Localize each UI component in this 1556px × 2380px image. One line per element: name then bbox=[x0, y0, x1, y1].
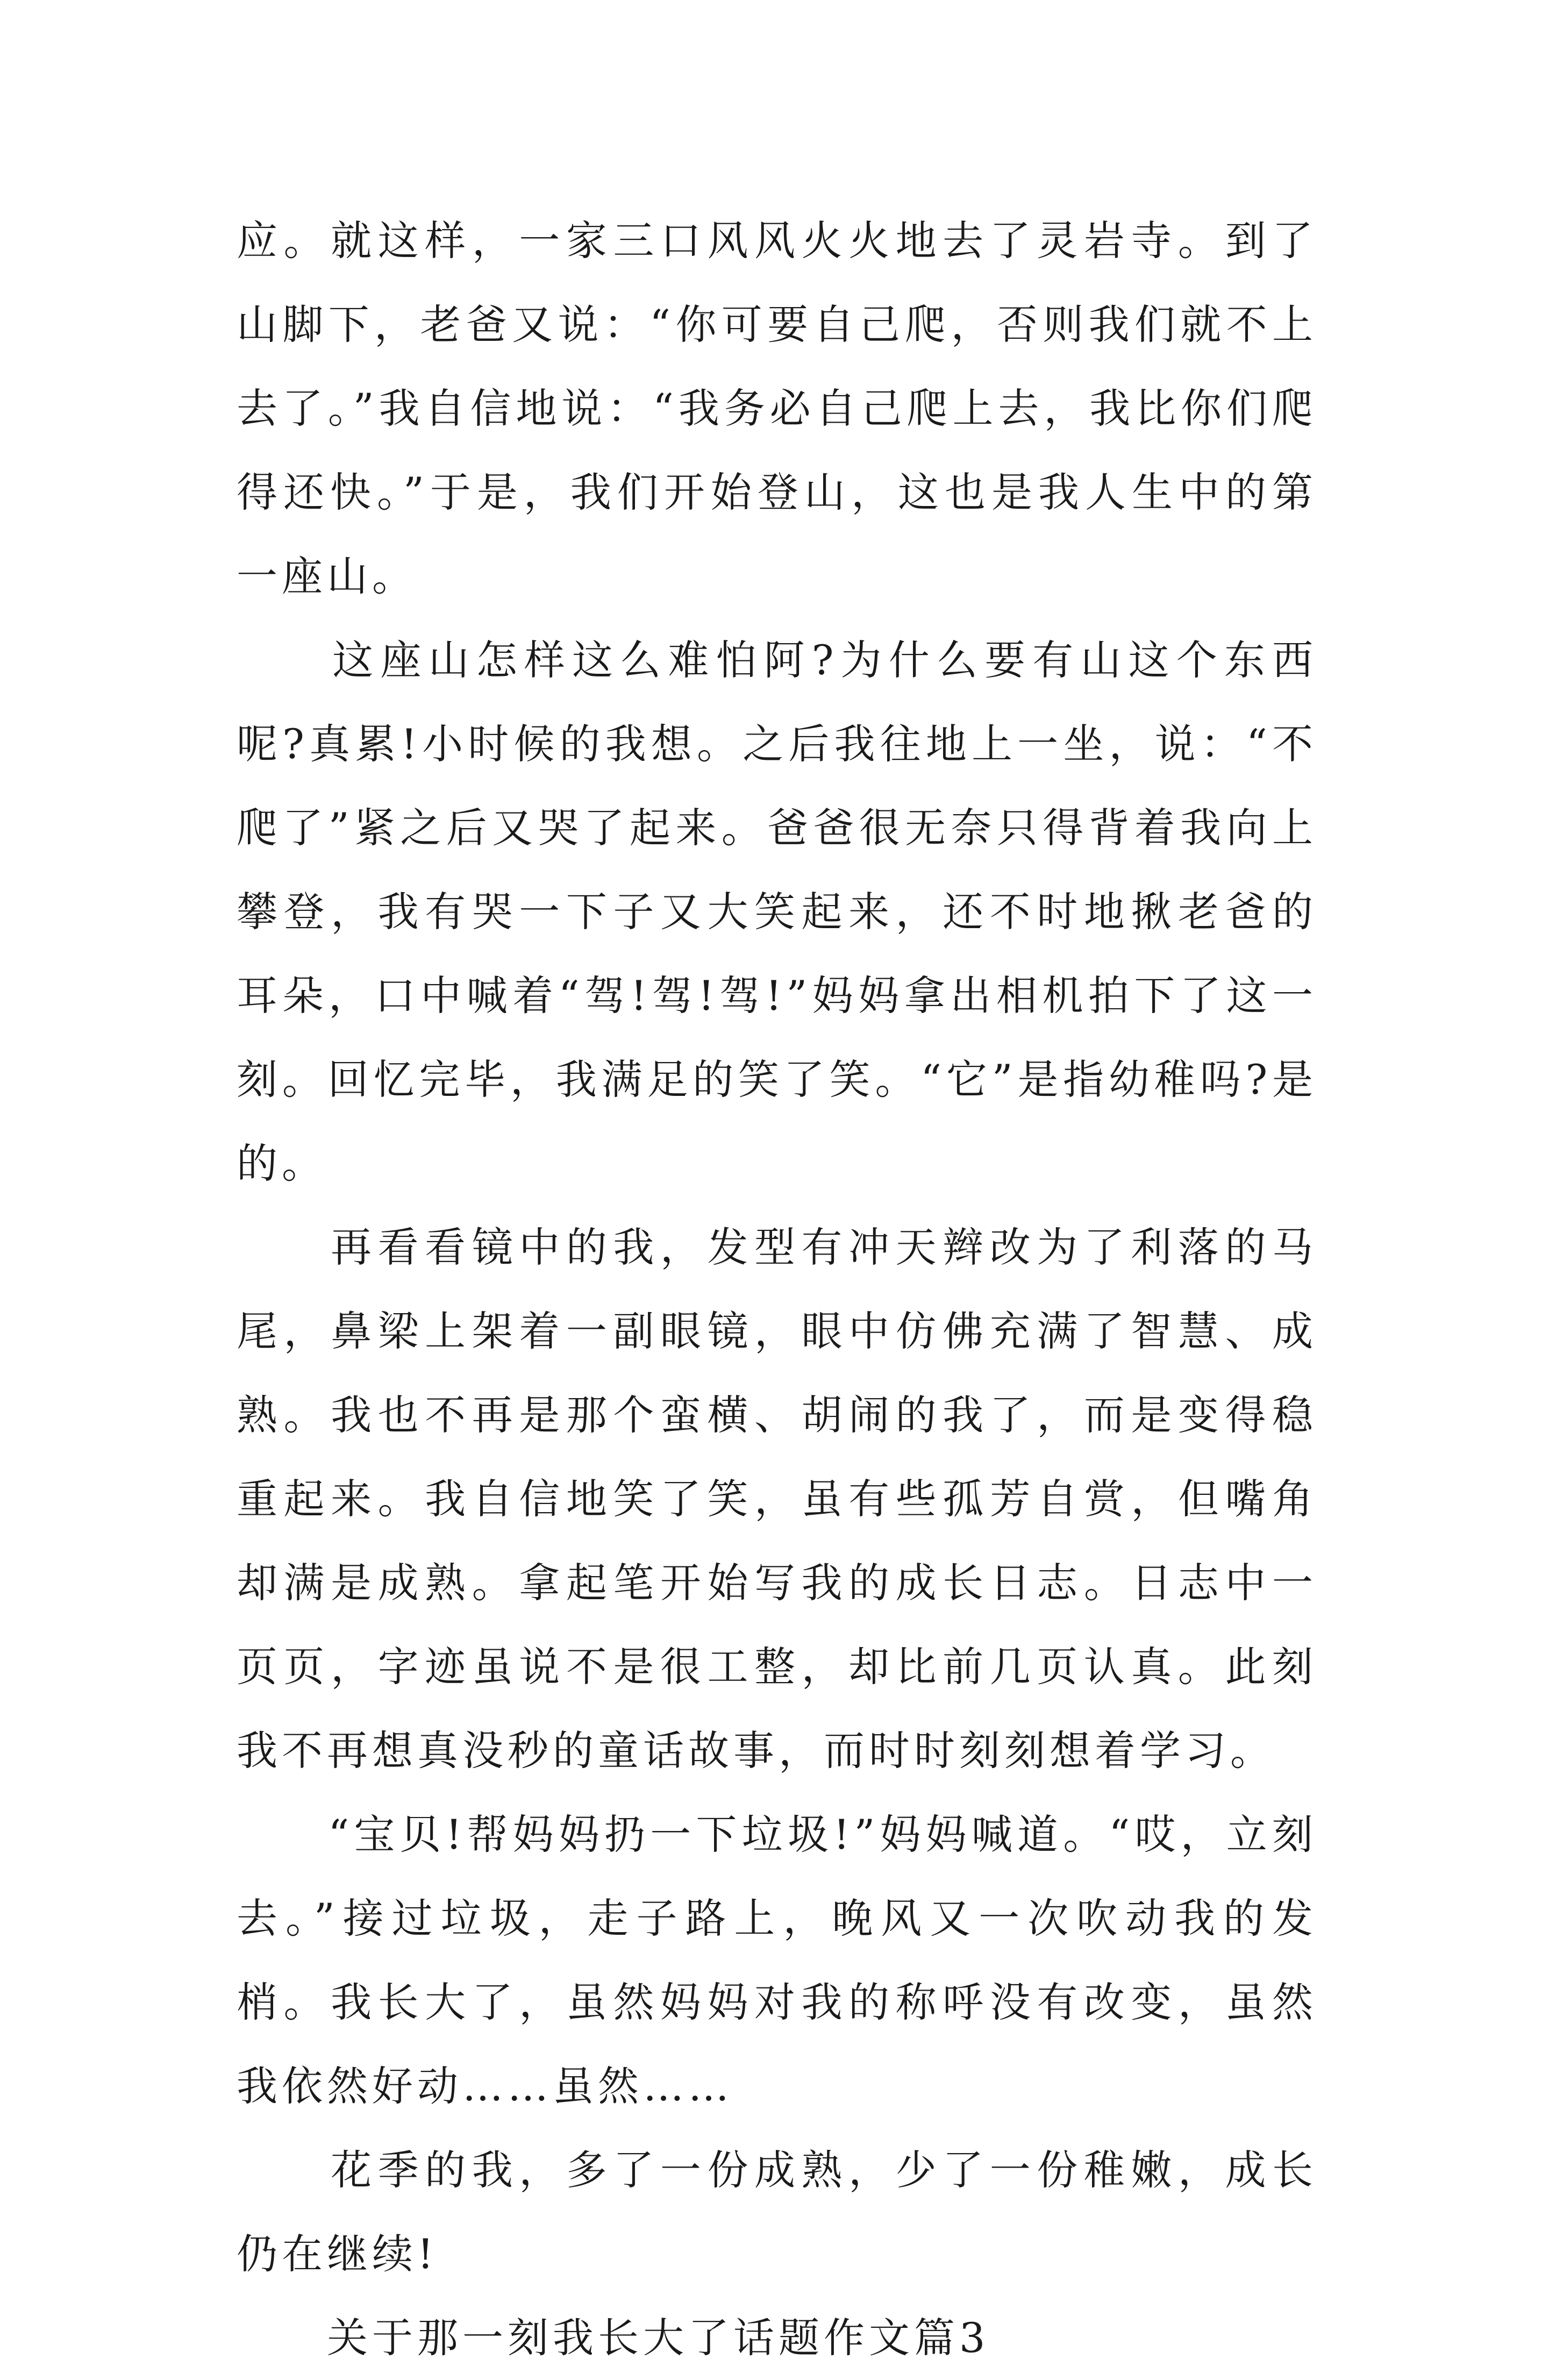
document-body bbox=[237, 199, 1317, 2380]
paragraph-mountain-memory: 这座山怎样这么难怕阿?为什么要有山这个东西呢?真累!小时候的我想。之后我往地上一坐，说：“不爬了”紧之后又哭了起来。爸爸很无奈只得背着我向上攀登，我有哭一下子又大笑起来，还不时地揪老爸的耳朵，口中喊着“驾!驾!驾!”妈妈拿出相机拍下了这一刻。回忆完毕，我满足的笑了笑。“它”是指幼稚吗?是的。 bbox=[237, 636, 1317, 1187]
paragraph-trash-errand: “宝贝!帮妈妈扔一下垃圾!”妈妈喊道。“哎，立刻去。”接过垃圾，走子路上，晚风又一次吹动我的发梢。我长大了，虽然妈妈对我的称呼没有改变，虽然我依然好动……虽然…… bbox=[237, 1811, 1317, 2110]
paragraph-conclusion: 花季的我，多了一份成熟，少了一份稚嫩，成长仍在继续! bbox=[237, 2146, 1317, 2278]
essay-title-3: 关于那一刻我长大了话题作文篇3 bbox=[237, 2314, 990, 2362]
paragraph-continuation: 应。就这样，一家三口风风火火地去了灵岩寺。到了山脚下，老爸又说：“你可要自己爬，否则我们就不上去了。”我自信地说：“我务必自己爬上去，我比你们爬得还快。”于是，我们开始登山，这也是我人生中的第一座山。 bbox=[237, 217, 1317, 600]
paragraph-mirror-reflection: 再看看镜中的我，发型有冲天辫改为了利落的马尾，鼻梁上架着一副眼镜，眼中仿佛充满了智慧、成熟。我也不再是那个蛮横、胡闹的我了，而是变得稳重起来。我自信地笑了笑，虽有些孤芳自赏，但嘴角却满是成熟。拿起笔开始写我的成长日志。日志中一页页，字迹虽说不是很工整，却比前几页认真。此刻我不再想真没秒的童话故事，而时时刻刻想着学习。 bbox=[237, 1223, 1317, 1775]
